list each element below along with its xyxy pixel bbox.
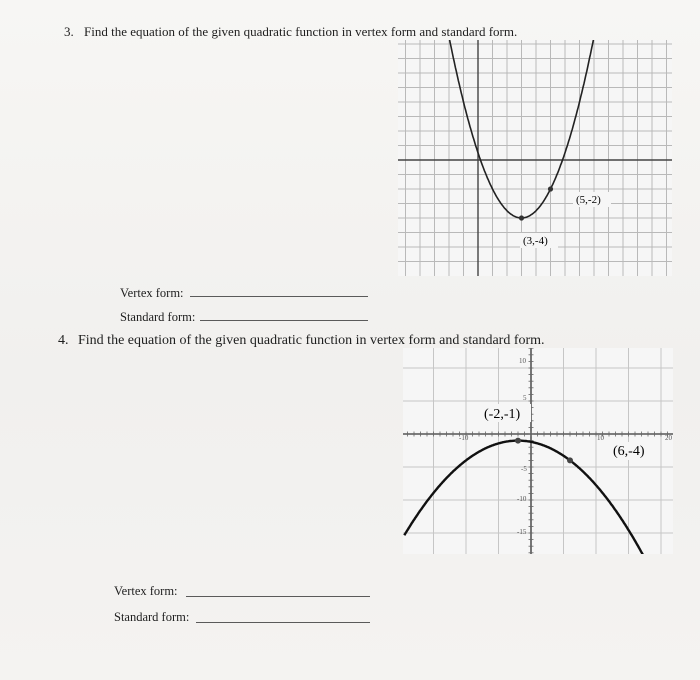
- y-tick-label: 5: [523, 394, 527, 402]
- graph-q3: [398, 40, 672, 276]
- graph-q4-svg: [403, 348, 673, 554]
- vertex-form-label: Vertex form:: [120, 286, 184, 300]
- x-tick-label: 20: [665, 434, 672, 442]
- question-number: 4.: [58, 333, 69, 348]
- vertex-form-answer-line[interactable]: [186, 596, 370, 597]
- standard-form-answer-line[interactable]: [196, 622, 370, 623]
- y-tick-label: -10: [517, 495, 527, 503]
- x-tick-label: 10: [597, 434, 604, 442]
- question-number: 3.: [64, 24, 74, 39]
- point-marker: [548, 186, 553, 191]
- point-label: (6,-4): [613, 444, 645, 459]
- standard-form-label: Standard form:: [120, 310, 196, 324]
- y-tick-label: 10: [519, 357, 526, 365]
- y-tick-label: -5: [521, 465, 527, 473]
- vertex-form-answer-line[interactable]: [190, 296, 368, 297]
- graph-q3-svg: [398, 40, 672, 276]
- point-label: (5,-2): [576, 194, 601, 206]
- point-marker: [519, 215, 524, 220]
- vertex-form-label: Vertex form:: [114, 584, 178, 598]
- standard-form-answer-line[interactable]: [200, 320, 368, 321]
- question-prompt: Find the equation of the given quadratic function in vertex form and standard form.: [84, 24, 518, 39]
- graph-q4: [403, 348, 673, 554]
- point-label: (-2,-1): [484, 407, 521, 422]
- point-label: (3,-4): [523, 235, 548, 247]
- point-marker: [515, 438, 521, 444]
- y-tick-label: -15: [517, 528, 527, 536]
- point-marker: [567, 457, 573, 463]
- standard-form-label: Standard form:: [114, 610, 190, 624]
- x-tick-label: -10: [459, 434, 469, 442]
- question-prompt: Find the equation of the given quadratic function in vertex form and standard form.: [78, 333, 545, 348]
